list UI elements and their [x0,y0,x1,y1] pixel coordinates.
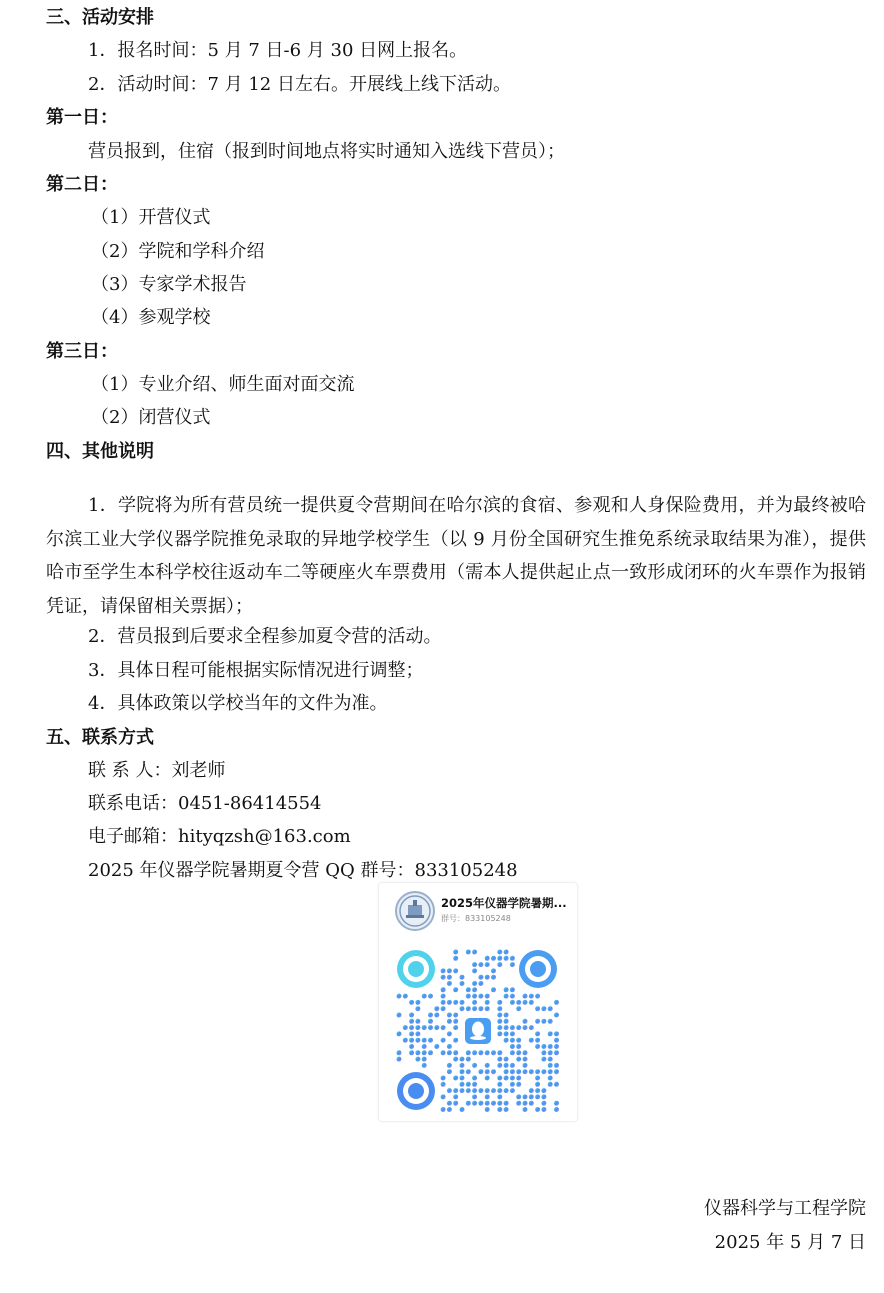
signup-time: 1．报名时间：5 月 7 日-6 月 30 日网上报名。 [88,40,468,61]
qr-code[interactable] [396,949,560,1113]
section3-heading: 三、活动安排 [46,7,154,28]
qr-group-title: 2025年仪器学院暑期... [441,896,567,910]
qq-group-qr-card [378,882,578,1122]
day1-heading: 第一日： [46,107,118,128]
qr-finder-top-left [397,950,435,988]
qr-finder-top-right [519,950,557,988]
day3-item: （1）专业介绍、师生面对面交流 [91,374,355,395]
section4-para1-text: 1．学院将为所有营员统一提供夏令营期间在哈尔滨的食宿、参观和人身保险费用，并为最终被哈尔滨工业大学仪器学院推免录取的异地学校学生（以 9 月份全国研究生推免系统录取结果为准），提供哈市至学生本科学校往返动车二等硬座火车票费用（需本人提供起止点一致形成闭环的火车票作为报销凭证，请保留相关票据）； [46,495,866,617]
day1-text: 营员报到，住宿（报到时间地点将实时通知入选线下营员）； [88,141,565,162]
day2-heading: 第二日： [46,174,118,195]
university-logo-icon [395,891,435,931]
qr-finder-bottom-left [397,1072,435,1110]
day2-item: （2）学院和学科介绍 [91,241,265,262]
contact-phone: 联系电话：0451-86414554 [88,793,322,814]
section4-item: 3．具体日程可能根据实际情况进行调整； [88,660,424,681]
day3-item: （2）闭营仪式 [91,407,211,428]
contact-person: 联 系 人：刘老师 [88,760,226,781]
qq-group: 2025 年仪器学院暑期夏令营 QQ 群号：833105248 [88,860,518,881]
activity-time: 2．活动时间：7 月 12 日左右。开展线上线下活动。 [88,74,511,95]
day2-item: （3）专家学术报告 [91,274,247,295]
contact-email[interactable]: 电子邮箱：hityqzsh@163.com [88,826,351,847]
section5-heading: 五、联系方式 [46,727,154,748]
section4-item: 4．具体政策以学校当年的文件为准。 [88,693,388,714]
signature-date: 2025 年 5 月 7 日 [714,1232,866,1253]
day3-heading: 第三日： [46,341,118,362]
section4-heading: 四、其他说明 [46,441,154,462]
signature-org: 仪器科学与工程学院 [704,1198,866,1219]
day2-item: （1）开营仪式 [91,207,211,228]
section4-para1 [46,489,866,623]
section4-item: 2．营员报到后要求全程参加夏令营的活动。 [88,626,442,647]
qr-group-number: 群号：833105248 [441,914,511,923]
qq-penguin-icon [462,1015,494,1047]
day2-item: （4）参观学校 [91,307,211,328]
